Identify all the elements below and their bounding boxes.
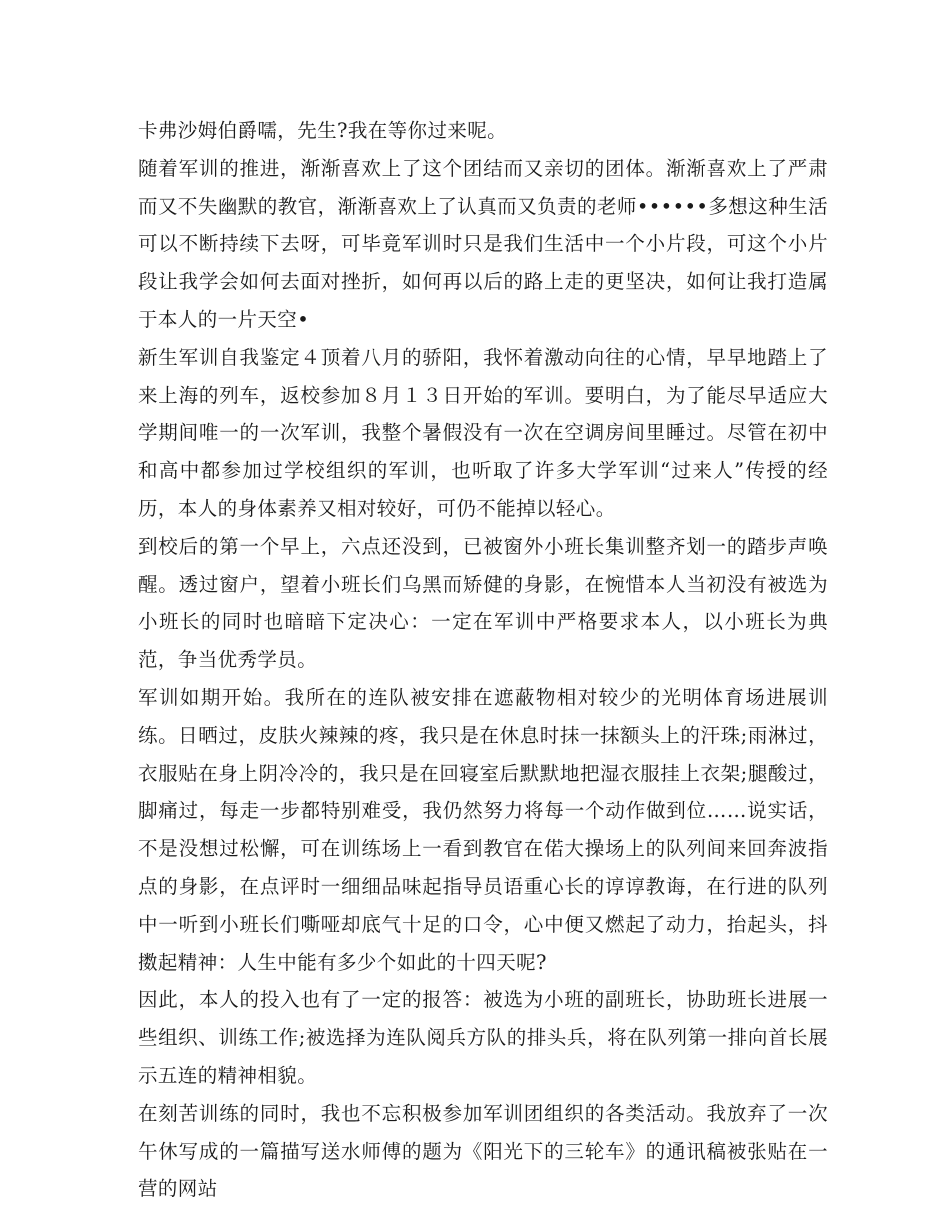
paragraph: 到校后的第一个早上，六点还没到，已被窗外小班长集训整齐划一的踏步声唤醒。透过窗户，望着小班长们乌黑而矫健的身影，在惋惜本人当初没有被选为小班长的同时也暗暗下定决心：一定在军训中严格要求本人，以小班长为典范，争当优秀学员。 [138, 534, 828, 672]
paragraph: 新生军训自我鉴定４顶着八月的骄阳，我怀着激动向往的心情，早早地踏上了来上海的列车，返校参加８月１３日开始的军训。要明白，为了能尽早适应大学期间唯一的一次军训，我整个暑假没有一次在空调房间里睡过。尽管在初中和高中都参加过学校组织的军训，也听取了许多大学军训“过来人”传授的经历，本人的身体素养又相对较好，可仍不能掉以轻心。 [138, 345, 828, 520]
paragraph: 随着军训的推进，渐渐喜欢上了这个团结而又亲切的团体。渐渐喜欢上了严肃而又不失幽默的教官，渐渐喜欢上了认真而又负责的老师••••••多想这种生活可以不断持续下去呀，可毕竟军训时只是我们生活中一个小片段，可这个小片段让我学会如何去面对挫折，如何再以后的路上走的更坚决，如何让我打造属于本人的一片天空• [138, 156, 828, 331]
paragraph: 卡弗沙姆伯爵嚅，先生?我在等你过来呢。 [138, 119, 508, 142]
paragraph: 军训如期开始。我所在的连队被安排在遮蔽物相对较少的光明体育场进展训练。日晒过，皮肤火辣辣的疼，我只是在休息时抹一抹额头上的汗珠;雨淋过，衣服贴在身上阴冷冷的，我只是在回寝室后默默地把湿衣服挂上衣架;腿酸过，脚痛过，每走一步都特别难受，我仍然努力将每一个动作做到位……说实话，不是没想过松懈，可在训练场上一看到教官在偌大操场上的队列间来回奔波指点的身影，在点评时一细细品味起指导员语重心长的谆谆教诲，在行进的队列中一听到小班长们嘶哑却底气十足的口令，心中便又燃起了动力，抬起头，抖擞起精神：人生中能有多少个如此的十四天呢? [138, 685, 828, 974]
paragraph: 因此，本人的投入也有了一定的报答：被选为小班的副班长，协助班长进展一些组织、训练工作;被选择为连队阅兵方队的排头兵，将在队列第一排向首长展示五连的精神相貌。 [138, 988, 828, 1087]
paragraph: 在刻苦训练的同时，我也不忘积极参加军训团组织的各类活动。我放弃了一次午休写成的一篇描写送水师傅的题为《阳光下的三轮车》的通讯稿被张贴在一营的网站 [138, 1101, 828, 1201]
document-body [138, 112, 828, 1208]
